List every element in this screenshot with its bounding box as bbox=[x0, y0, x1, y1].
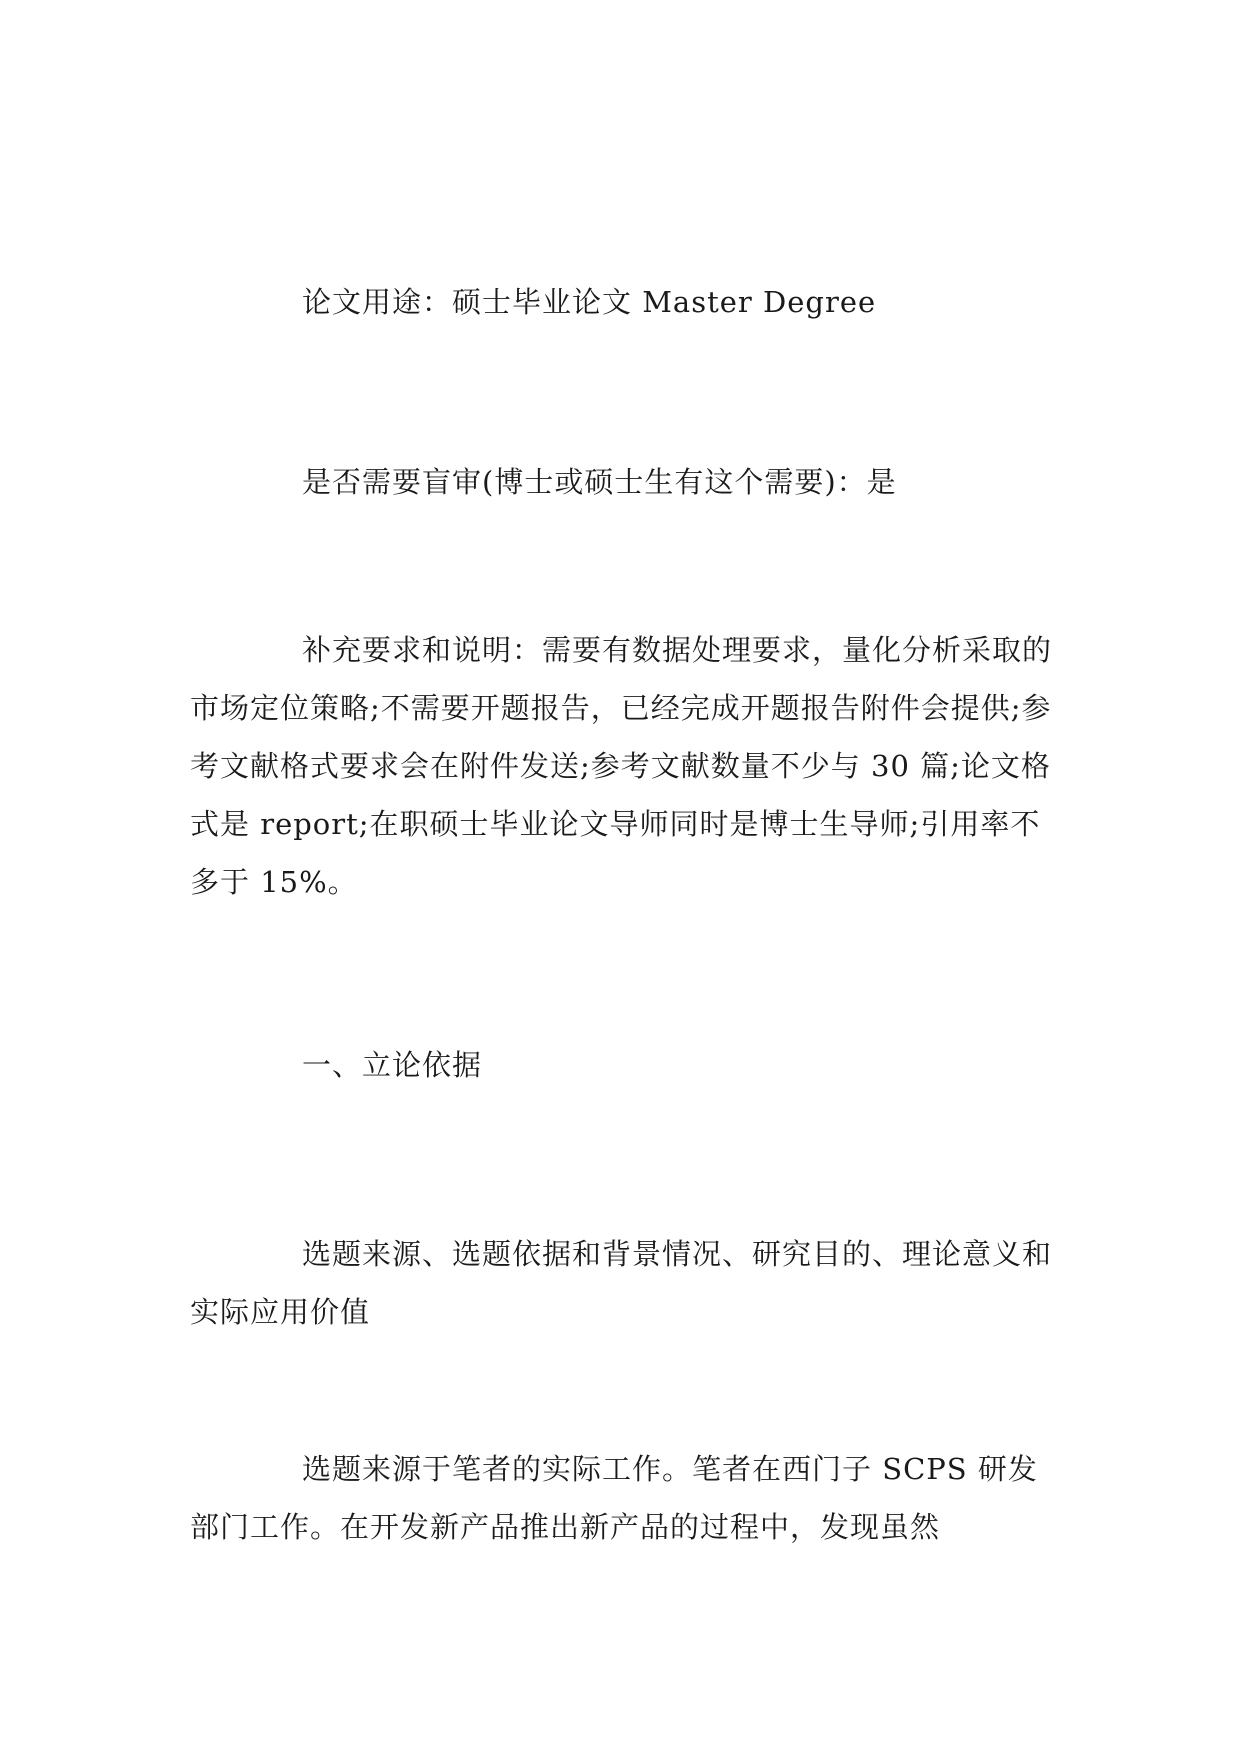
additional-requirements-paragraph: 补充要求和说明：需要有数据处理要求，量化分析采取的市场定位策略;不需要开题报告，已经完成开题报告附件会提供;参考文献格式要求会在附件发送;参考文献数量不少与 30 篇;论文格式是 report;在职硕士毕业论文导师同时是博士生导师;引用率不多于 15%。 bbox=[190, 633, 1053, 899]
blind-review-line: 是否需要盲审(博士或硕士生有这个需要)：是 bbox=[302, 465, 897, 499]
topic-source-paragraph: 选题来源于笔者的实际工作。笔者在西门子 SCPS 研发部门工作。在开发新产品推出新产品的过程中，发现虽然 bbox=[190, 1452, 1038, 1544]
section-heading: 一、立论依据 bbox=[302, 1048, 483, 1082]
topic-overview-paragraph: 选题来源、选题依据和背景情况、研究目的、理论意义和实际应用价值 bbox=[190, 1237, 1053, 1329]
thesis-usage-line: 论文用途：硕士毕业论文 Master Degree bbox=[302, 285, 877, 319]
